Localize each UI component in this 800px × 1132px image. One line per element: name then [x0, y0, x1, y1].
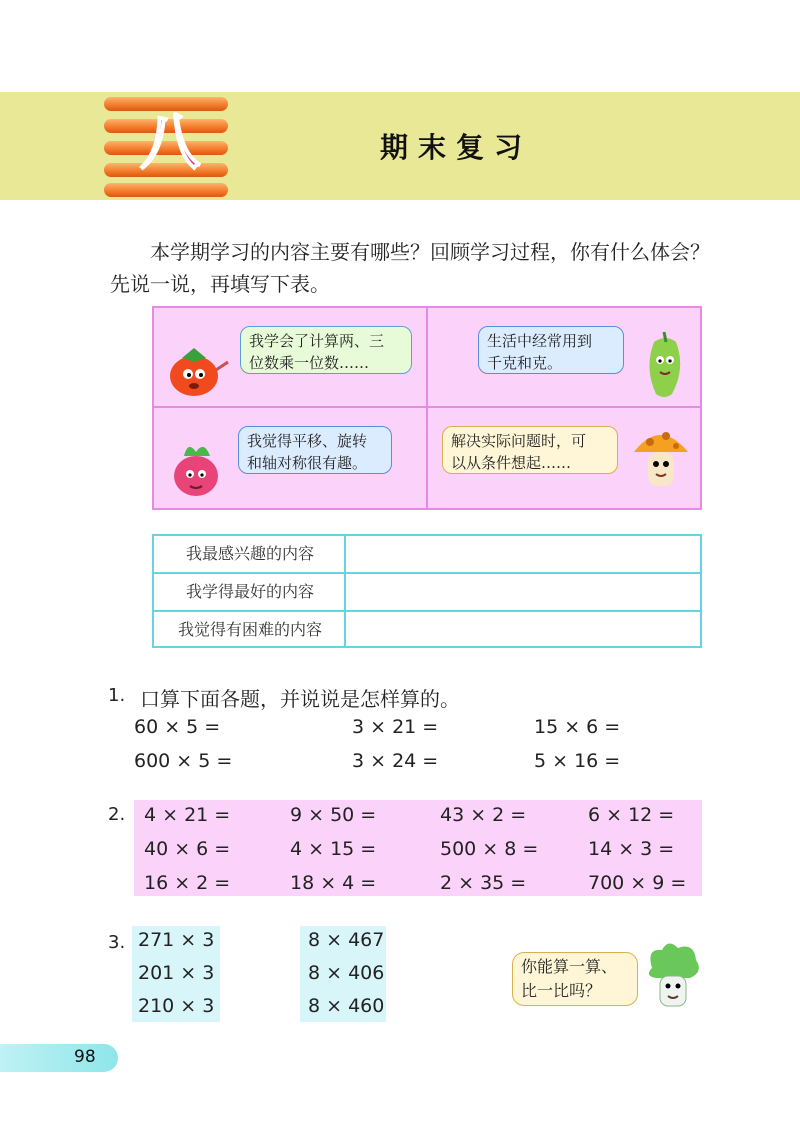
- expression: 15 × 6 =: [534, 716, 621, 738]
- problem-number: 1.: [108, 685, 126, 706]
- expression: 201 × 3: [138, 962, 215, 984]
- problem-number: 3.: [108, 932, 126, 953]
- quote-bubble-4: [442, 426, 618, 474]
- panel-divider: [152, 406, 702, 408]
- expression: 8 × 460: [308, 995, 385, 1017]
- quote-bubble-2: [478, 326, 624, 374]
- expression: 16 × 2 =: [144, 872, 231, 894]
- expression: 500 × 8 =: [440, 838, 539, 860]
- quote-line: 解决实际问题时，可: [451, 432, 587, 450]
- quote-bubble-1: [240, 326, 412, 374]
- quote-line: 和轴对称很有趣。: [247, 454, 368, 472]
- expression: 3 × 21 =: [352, 716, 439, 738]
- problem-number: 2.: [108, 804, 126, 825]
- radish-character-icon: [164, 438, 230, 500]
- expression: 5 × 16 =: [534, 750, 621, 772]
- expression: 6 × 12 =: [588, 804, 675, 826]
- quote-line: 以从条件想起……: [451, 454, 572, 472]
- page-number: 98: [74, 1047, 96, 1067]
- chapter-numeral: 八: [140, 108, 200, 178]
- expression: 4 × 15 =: [290, 838, 377, 860]
- table-row: [154, 536, 700, 572]
- table-divider: [344, 534, 346, 648]
- panel-divider: [426, 306, 428, 510]
- expression: 40 × 6 =: [144, 838, 231, 860]
- expression: 14 × 3 =: [588, 838, 675, 860]
- expression: 8 × 406: [308, 962, 385, 984]
- mushroom-character-icon: [630, 422, 692, 494]
- expression: 8 × 467: [308, 929, 385, 951]
- expression: 4 × 21 =: [144, 804, 231, 826]
- expression: 271 × 3: [138, 929, 215, 951]
- quote-line: 位数乘一位数……: [249, 354, 370, 372]
- expression: 700 × 9 =: [588, 872, 687, 894]
- tip-line: 比一比吗？: [521, 981, 602, 1000]
- expression: 600 × 5 =: [134, 750, 233, 772]
- table-row: [154, 574, 700, 610]
- expression: 43 × 2 =: [440, 804, 527, 826]
- pepper-character-icon: [636, 328, 694, 404]
- row-label: 我最感兴趣的内容: [185, 544, 314, 563]
- table-row: [154, 612, 700, 648]
- expression: 210 × 3: [138, 995, 215, 1017]
- tip-bubble: [512, 952, 638, 1006]
- intro-paragraph: 本学期学习的内容主要有哪些？回顾学习过程，你有什么体会？先说一说，再填写下表。: [110, 240, 710, 296]
- chapter-title: 期末复习: [380, 131, 533, 164]
- expression: 2 × 35 =: [440, 872, 527, 894]
- row-label: 我学得最好的内容: [185, 582, 314, 601]
- reflection-table: [152, 534, 702, 648]
- cabbage-character-icon: [642, 938, 704, 1014]
- chapter-badge: [104, 97, 228, 197]
- page-number-tab: [0, 1044, 118, 1072]
- expression: 9 × 50 =: [290, 804, 377, 826]
- expression: 60 × 5 =: [134, 716, 221, 738]
- quote-bubble-3: [238, 426, 392, 474]
- tip-line: 你能算一算、: [521, 957, 618, 976]
- expression: 18 × 4 =: [290, 872, 377, 894]
- expression: 3 × 24 =: [352, 750, 439, 772]
- problem-instruction: 口算下面各题，并说说是怎样算的。: [140, 687, 460, 711]
- quote-line: 千克和克。: [487, 354, 563, 372]
- tomato-character-icon: [160, 340, 232, 402]
- quote-line: 生活中经常用到: [487, 332, 593, 350]
- quote-line: 我觉得平移、旋转: [247, 432, 368, 450]
- quote-line: 我学会了计算两、三: [249, 332, 385, 350]
- row-label: 我觉得有困难的内容: [177, 620, 322, 639]
